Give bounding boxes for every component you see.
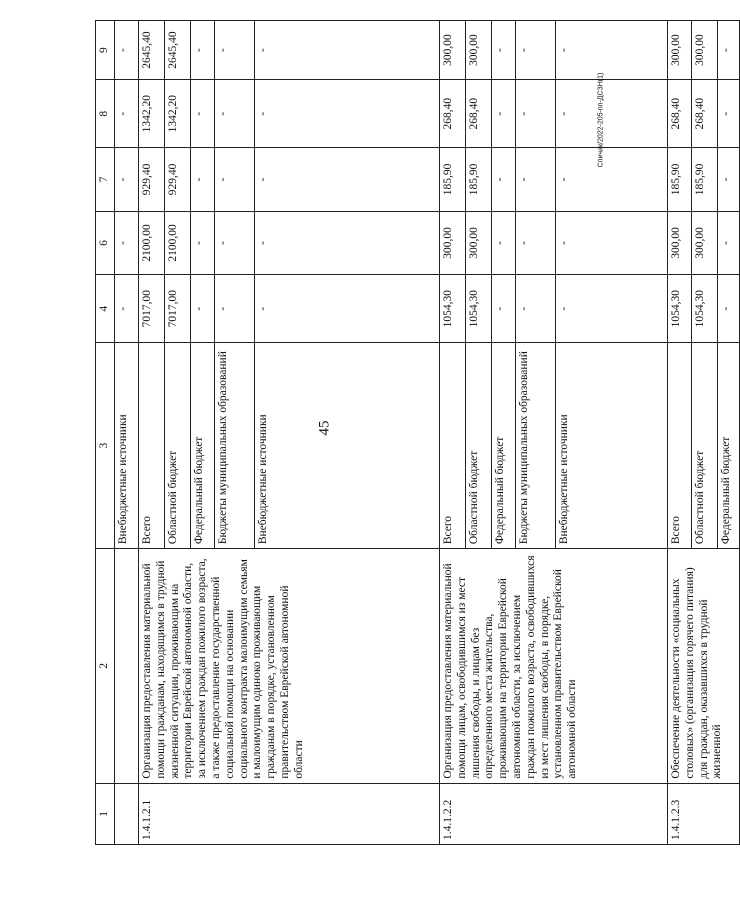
value-cell: - [191, 275, 215, 343]
value-cell: - [115, 148, 139, 212]
item-name-cell: Обеспечение деятельности «социальных столовых» (организация горячего питания) для граждан, оказавшихся в трудной жизненной [668, 549, 740, 783]
value-cell: - [115, 211, 139, 275]
funding-source-cell: Федеральный бюджет [191, 343, 215, 549]
header-cell: 9 [96, 21, 115, 80]
value-cell: - [115, 21, 139, 80]
value-cell: - [215, 21, 255, 80]
value-cell: - [516, 211, 556, 275]
item-name-cell: Организация предоставления материальной помощи лицам, освободившимся из мест лишения свободы, и лицам без определенного места жительства, проживающим на территории Еврейской автономной области, за исключением граждан пожилого возраста, освободившихся из мест лишения свободы, в порядке, установленном правительством Еврейской автономной области [440, 549, 668, 783]
value-cell: - [492, 275, 516, 343]
table-row [668, 21, 692, 845]
item-code-cell: 1.4.1.2.1 [139, 783, 440, 844]
value-cell: 7017,00 [165, 275, 191, 343]
funding-source-cell: Областной бюджет [466, 343, 492, 549]
value-cell: 300,00 [668, 211, 692, 275]
value-cell: - [516, 80, 556, 148]
source-cell: Внебюджетные источники [115, 343, 139, 549]
value-cell: 268,40 [466, 80, 492, 148]
header-cell: 6 [96, 211, 115, 275]
funding-source-cell: Всего [668, 343, 692, 549]
value-cell: - [718, 80, 740, 148]
value-cell: 2100,00 [139, 211, 165, 275]
value-cell: 300,00 [440, 211, 466, 275]
value-cell: 2645,40 [139, 21, 165, 80]
value-cell: - [115, 80, 139, 148]
header-cell: 3 [96, 343, 115, 549]
item-name-cell: Организация предоставления материальной помощи гражданам, находящимся в трудной жизненной ситуации, проживающим на территории Еврейской автономной области, за исключением граждан пожилого возраста, а также предоставление государственной социальной помощи на основании социального контракта малоимущим семьям и малоимущим одиноко проживающим гражданам в порядке, установленном правительством Еврейской автономной области [139, 549, 440, 783]
value-cell: 185,90 [466, 148, 492, 212]
value-cell: 1054,30 [692, 275, 718, 343]
header-cell: 1 [96, 783, 115, 844]
funding-source-cell: Федеральный бюджет [492, 343, 516, 549]
table-row [139, 21, 165, 845]
value-cell: - [255, 275, 440, 343]
page-number: 45 [316, 420, 333, 436]
funding-source-cell: Всего [139, 343, 165, 549]
funding-source-cell: Областной бюджет [165, 343, 191, 549]
value-cell: 300,00 [466, 211, 492, 275]
value-cell: 7017,00 [139, 275, 165, 343]
name-cell [115, 549, 139, 783]
value-cell: - [492, 148, 516, 212]
header-cell: 7 [96, 148, 115, 212]
funding-source-cell: Бюджеты муниципальных образований [215, 343, 255, 549]
document-code: Спичак/2022-205-пп-ДСЗН(1) [597, 72, 605, 168]
value-cell: 185,90 [692, 148, 718, 212]
funding-source-cell: Бюджеты муниципальных образований [516, 343, 556, 549]
value-cell: - [718, 148, 740, 212]
value-cell: 1342,20 [165, 80, 191, 148]
item-code-cell: 1.4.1.2.2 [440, 783, 668, 844]
value-cell: 1054,30 [466, 275, 492, 343]
value-cell: - [115, 275, 139, 343]
value-cell: 300,00 [466, 21, 492, 80]
value-cell: - [718, 21, 740, 80]
funding-source-cell: Федеральный бюджет [718, 343, 740, 549]
value-cell: - [556, 80, 668, 148]
value-cell: - [255, 80, 440, 148]
table-body [96, 21, 740, 845]
item-code-cell: 1.4.1.2.3 [668, 783, 740, 844]
header-cell: 2 [96, 549, 115, 783]
table-row [440, 21, 466, 845]
value-cell: - [191, 21, 215, 80]
value-cell: 185,90 [440, 148, 466, 212]
value-cell: - [215, 211, 255, 275]
value-cell: - [492, 21, 516, 80]
value-cell: - [516, 275, 556, 343]
funding-source-cell: Внебюджетные источники [255, 343, 440, 549]
funding-source-cell: Всего [440, 343, 466, 549]
value-cell: - [255, 21, 440, 80]
value-cell: - [215, 148, 255, 212]
value-cell: - [718, 275, 740, 343]
value-cell: - [516, 21, 556, 80]
value-cell: 2645,40 [165, 21, 191, 80]
value-cell: 2100,00 [165, 211, 191, 275]
value-cell: - [556, 211, 668, 275]
value-cell: 300,00 [692, 211, 718, 275]
value-cell: 929,40 [165, 148, 191, 212]
value-cell: 1054,30 [668, 275, 692, 343]
code-cell [115, 783, 139, 844]
header-cell: 4 [96, 275, 115, 343]
value-cell: 185,90 [668, 148, 692, 212]
value-cell: 1054,30 [440, 275, 466, 343]
value-cell: - [516, 148, 556, 212]
value-cell: - [215, 275, 255, 343]
header-row [96, 21, 115, 845]
value-cell: - [255, 148, 440, 212]
value-cell: 300,00 [440, 21, 466, 80]
value-cell: - [191, 148, 215, 212]
value-cell: - [718, 211, 740, 275]
value-cell: 268,40 [668, 80, 692, 148]
value-cell: 1342,20 [139, 80, 165, 148]
value-cell: - [215, 80, 255, 148]
value-cell: - [191, 80, 215, 148]
value-cell: 300,00 [692, 21, 718, 80]
funding-source-cell: Внебюджетные источники [556, 343, 668, 549]
value-cell: 268,40 [440, 80, 466, 148]
funding-source-cell: Областной бюджет [692, 343, 718, 549]
budget-table [95, 20, 740, 845]
header-cell: 8 [96, 80, 115, 148]
value-cell: 300,00 [668, 21, 692, 80]
value-cell: - [556, 148, 668, 212]
value-cell: 929,40 [139, 148, 165, 212]
value-cell: - [191, 211, 215, 275]
value-cell: - [255, 211, 440, 275]
value-cell: - [492, 211, 516, 275]
value-cell: - [556, 21, 668, 80]
value-cell: - [492, 80, 516, 148]
value-cell: - [556, 275, 668, 343]
table-row [115, 21, 139, 845]
value-cell: 268,40 [692, 80, 718, 148]
